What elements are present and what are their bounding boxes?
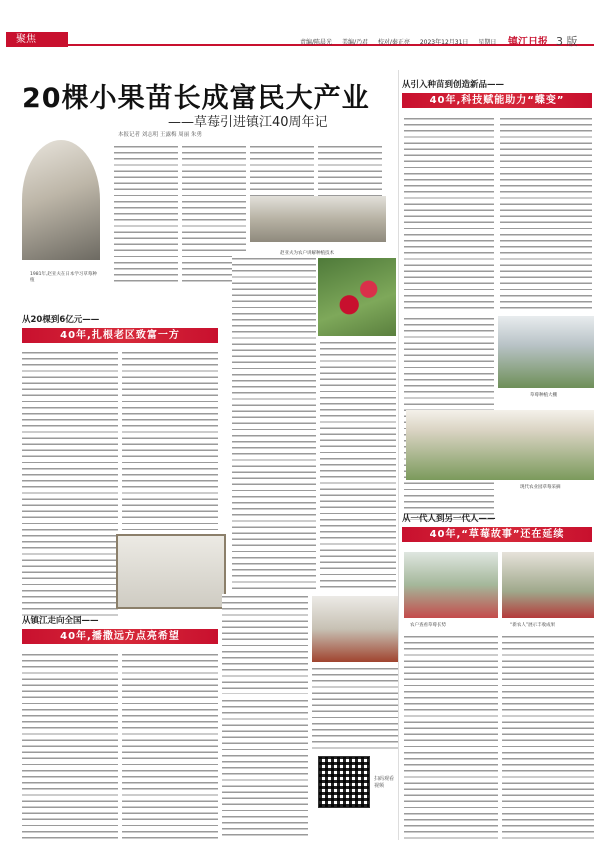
- section-tech-top: 从引入种苗到创造新品——: [402, 80, 505, 90]
- expo-photo: [312, 596, 398, 662]
- portrait-caption: 1981年,赵亚夫在日本学习草莓种植: [30, 272, 97, 283]
- farmer-photo: [404, 552, 498, 618]
- nationwide-text-col1: [22, 652, 118, 840]
- nationwide-text-col5: [312, 666, 398, 750]
- center-text-col1: [232, 256, 316, 590]
- section-generations-top: 从一代人到另一代人——: [402, 514, 496, 524]
- section-tech-bar: 40年,科技赋能助力“蝶变”: [402, 93, 592, 108]
- article-subhead: ——草莓引进镇江40周年记: [168, 115, 328, 130]
- couple-caption: “新农人”展示丰收成果: [510, 623, 556, 628]
- section-generations-bar: 40年,“草莓故事”还在延续: [402, 527, 592, 542]
- intro-text-col1: [114, 144, 178, 284]
- issue-weekday: 星期日: [478, 39, 497, 46]
- section-roots-top: 从20棵到6亿元——: [22, 315, 100, 325]
- column-divider: [398, 70, 399, 840]
- nationwide-text-col2: [122, 652, 218, 840]
- greenhouse-caption: 草莓种植大棚: [530, 393, 557, 398]
- section-banner-tech: [402, 78, 592, 108]
- proofreader-credit: 校对/秦正亮: [377, 39, 410, 46]
- section-banner-generations: [402, 512, 592, 542]
- roots-text-col2: [122, 350, 218, 530]
- farmer-caption: 农户查看草莓长势: [410, 623, 446, 628]
- section-nationwide-top: 从镇江走向全国——: [22, 616, 99, 626]
- newspaper-logo: 镇江日报: [508, 37, 548, 48]
- section-tab: 聚焦: [6, 32, 68, 47]
- certificate-photo: [116, 534, 226, 609]
- section-banner-nationwide: [22, 614, 218, 644]
- page-number: 3 版: [556, 35, 578, 48]
- designer-credit: 美编/乃君: [341, 39, 368, 46]
- generations-text-col2: [502, 634, 594, 840]
- qr-caption: 扫码观看视频: [374, 776, 395, 789]
- issue-date: 2023年12月31日: [419, 39, 469, 46]
- nationwide-text-col4: [222, 698, 308, 840]
- tech-text-col2: [500, 116, 592, 312]
- greenhouse-photo: [498, 316, 594, 388]
- tech-text-col1: [404, 116, 494, 312]
- strawberry-photo: [318, 258, 396, 336]
- masthead-info: [300, 37, 504, 46]
- generations-text-col1: [404, 634, 498, 840]
- field-caption: 赵亚夫为农户讲解种植技术: [280, 251, 334, 256]
- orchard-photo: [406, 410, 594, 480]
- video-qr-code[interactable]: [318, 756, 370, 808]
- section-roots-bar: 40年,扎根老区致富一方: [22, 328, 218, 343]
- couple-photo: [502, 552, 594, 618]
- orchard-caption: 现代农业园草莓采摘: [520, 485, 561, 490]
- editor-credit: 责编/陈晨光: [300, 39, 333, 46]
- article-byline: 本报记者 刘志明 王露梅 周丽 朱勇: [118, 132, 202, 138]
- center-text-col2: [320, 340, 396, 590]
- nationwide-text-col3: [222, 594, 308, 694]
- section-nationwide-bar: 40年,播撒远方点亮希望: [22, 629, 218, 644]
- portrait-photo: [22, 140, 100, 260]
- article-headline: 20棵小果苗长成富民大产业: [22, 83, 370, 114]
- field-photo: [250, 196, 386, 242]
- roots-text-col1: [22, 350, 118, 618]
- section-banner-roots: [22, 313, 218, 343]
